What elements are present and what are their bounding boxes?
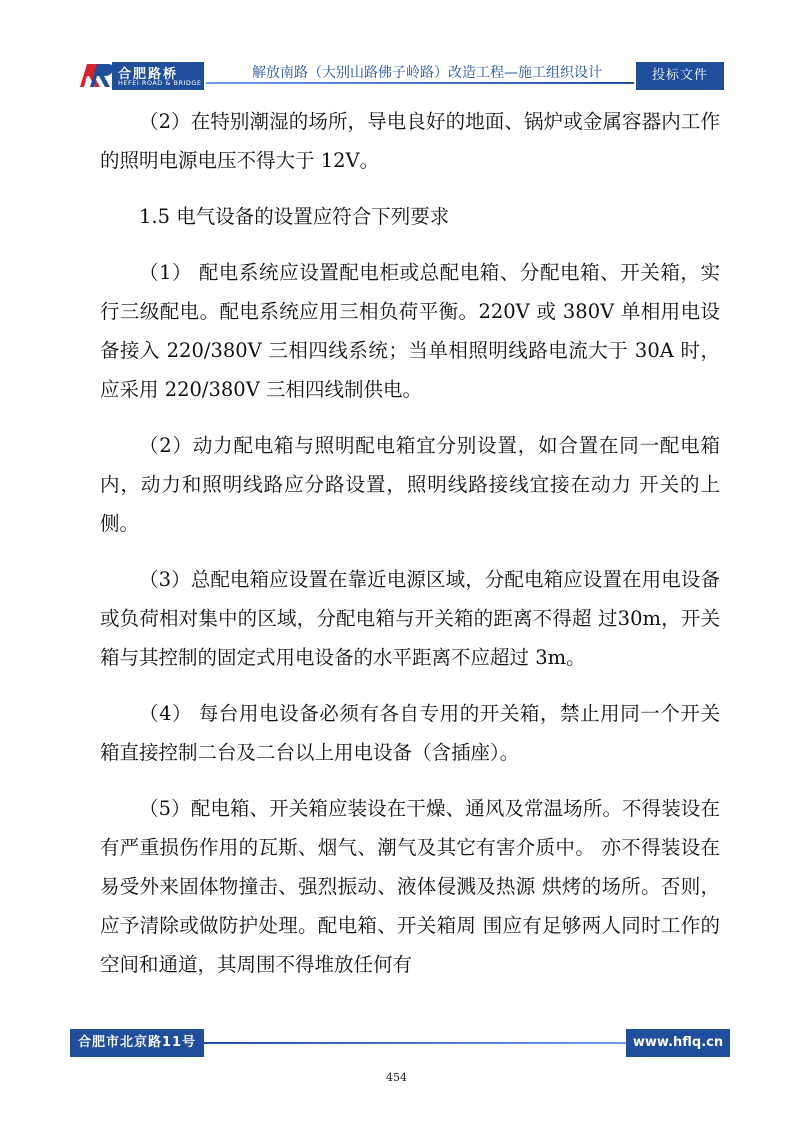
company-name-en: HEFEI ROAD & BRIDGE	[118, 79, 202, 87]
rr-logo-icon	[78, 62, 114, 88]
document-title: 解放南路（大别山路佛子岭路）改造工程—施工组织设计	[252, 65, 602, 81]
page-footer	[0, 1020, 793, 1100]
page-number: 454	[386, 1071, 407, 1084]
document-type-badge: 投标文件	[636, 62, 724, 90]
page-body	[100, 102, 720, 984]
body-paragraph-4: （3）总配电箱应设置在靠近电源区域，分配电箱应设置在用电设备或负荷相对集中的区域，分配电箱与开关箱的距离不得超 过30m，开关箱与其控制的固定式用电设备的水平距离不应超过 3m。	[100, 568, 720, 669]
body-paragraph-6: （5）配电箱、开关箱应装设在干燥、通风及常温场所。不得装设在有严重损伤作用的瓦斯、烟气、潮气及其它有害介质中。 亦不得装设在易受外来固体物撞击、强烈振动、液体侵溅及热源 烘烤的场所。否则，应予清除或做防护处理。配电箱、开关箱周 围应有足够两人同时工作的空间和通道，其周围不得堆放任何有	[100, 797, 720, 976]
header-divider	[206, 82, 634, 84]
section-heading: 1.5 电气设备的设置应符合下列要求	[139, 205, 450, 228]
company-address: 合肥市北京路11号	[70, 1029, 204, 1057]
company-website: www.hflq.cn	[626, 1029, 730, 1057]
company-name-cn: 合肥路桥	[118, 67, 179, 82]
body-paragraph-5: （4） 每台用电设备必须有各自专用的开关箱，禁止用同一个开关箱直接控制二台及二台以上用电设备（含插座）。	[100, 702, 720, 764]
footer-divider	[204, 1042, 626, 1044]
company-logo-box	[112, 62, 204, 90]
page-header	[0, 0, 793, 100]
body-paragraph-3: （2）动力配电箱与照明配电箱宜分别设置，如合置在同一配电箱内，动力和照明线路应分路设置，照明线路接线宜接在动力 开关的上侧。	[100, 434, 720, 535]
body-paragraph-2: （1） 配电系统应设置配电柜或总配电箱、分配电箱、开关箱，实行三级配电。配电系统应用三相负荷平衡。220V 或 380V 单相用电设备接入 220/380V 三相四线系统；当单相照明线路电流大于 30A 时，应采用 220/380V 三相四线制供电。	[100, 261, 720, 401]
body-paragraph-1: （2）在特别潮湿的场所，导电良好的地面、锅炉或金属容器内工作的照明电源电压不得大于 12V。	[100, 110, 720, 172]
